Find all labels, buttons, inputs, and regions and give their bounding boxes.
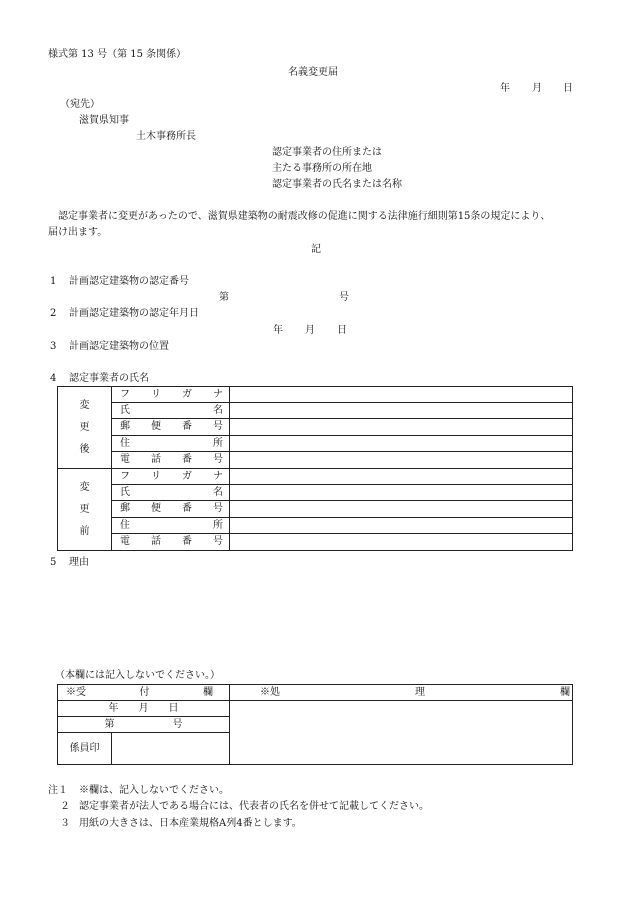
addressee-office-chief: 土木事務所長 (136, 131, 196, 142)
staff-seal-label: 係員印 (58, 733, 112, 765)
item3-number: 3 (50, 341, 57, 352)
after-name-field[interactable] (230, 403, 573, 419)
before-name-label: 氏 名 (112, 485, 230, 501)
before-change-label: 変 更 前 (58, 469, 112, 551)
item4-label: 認定事業者の氏名 (69, 373, 149, 384)
staff-seal-field[interactable] (112, 733, 230, 765)
item1-dai: 第 (219, 292, 229, 303)
before-postal-label: 郵 便 番 号 (112, 501, 230, 518)
addressee-governor: 滋賀県知事 (79, 115, 129, 126)
body-text-line-2: 届け出ます。 (48, 227, 108, 238)
item5-number: 5 (50, 557, 57, 568)
before-address-field[interactable] (230, 518, 573, 534)
item1-number: 1 (50, 276, 57, 287)
processing-header: ※処 理 欄 (230, 685, 573, 701)
date-month-label: 月 (532, 83, 542, 94)
note-3-number: ３ (60, 818, 70, 829)
applicant-change-table (57, 386, 573, 551)
before-furigana-field[interactable] (230, 469, 573, 485)
before-phone-label: 電 話 番 号 (112, 534, 230, 551)
note-3-text: 用紙の大きさは、日本産業規格A列4番とします。 (79, 818, 302, 829)
processing-field[interactable] (230, 701, 573, 765)
before-address-label: 住 所 (112, 518, 230, 534)
note-1-number: 注１ (48, 785, 68, 796)
after-address-label: 住 所 (112, 436, 230, 452)
after-furigana-field[interactable] (230, 387, 573, 403)
after-phone-field[interactable] (230, 452, 573, 469)
before-name-field[interactable] (230, 485, 573, 501)
after-address-field[interactable] (230, 436, 573, 452)
item3-label: 計画認定建築物の位置 (69, 341, 169, 352)
item5-label: 理由 (69, 557, 89, 568)
after-postal-field[interactable] (230, 419, 573, 436)
before-furigana-label: フ リ ガ ナ (112, 469, 230, 485)
item1-label: 計画認定建築物の認定番号 (69, 276, 189, 287)
date-year-label: 年 (500, 83, 510, 94)
reception-number-cell[interactable]: 第 号 (58, 717, 230, 733)
note-1-text: ※欄は、記入しないでください。 (79, 785, 229, 796)
note-2-text: 認定事業者が法人である場合には、代表者の氏名を併せて記載してください。 (79, 801, 429, 812)
reception-date-cell[interactable]: 年 月 日 (58, 701, 230, 717)
after-phone-label: 電 話 番 号 (112, 452, 230, 469)
form-number: 様式第 13 号（第 15 条関係） (48, 49, 187, 60)
after-furigana-label: フ リ ガ ナ (112, 387, 230, 403)
after-name-label: 氏 名 (112, 403, 230, 419)
item1-go: 号 (339, 292, 349, 303)
applicant-office-label: 主たる事務所の所在地 (272, 163, 372, 174)
date-day-label: 日 (563, 83, 573, 94)
before-postal-field[interactable] (230, 501, 573, 518)
applicant-name-label: 認定事業者の氏名または名称 (272, 179, 402, 190)
page-title: 名義変更届 (288, 67, 338, 78)
after-postal-label: 郵 便 番 号 (112, 419, 230, 436)
reception-header: ※受 付 欄 (58, 685, 230, 701)
item2-day: 日 (337, 325, 347, 336)
item2-month: 月 (305, 325, 315, 336)
office-use-note: （本欄には記入しないでください。） (55, 670, 220, 681)
office-use-table (57, 684, 573, 765)
ki-heading: 記 (311, 244, 321, 255)
item2-label: 計画認定建築物の認定年月日 (69, 308, 199, 319)
item2-number: 2 (50, 308, 57, 319)
body-text-line-1: 認定事業者に変更があったので、滋賀県建築物の耐震改修の促進に関する法律施行細則第15条の規定により、 (58, 211, 551, 222)
before-phone-field[interactable] (230, 534, 573, 551)
item2-year: 年 (273, 325, 283, 336)
item4-number: 4 (50, 373, 57, 384)
addressee-label: （宛先） (60, 99, 100, 110)
applicant-address-label: 認定事業者の住所または (272, 147, 382, 158)
after-change-label: 変 更 後 (58, 387, 112, 469)
note-2-number: ２ (60, 801, 70, 812)
